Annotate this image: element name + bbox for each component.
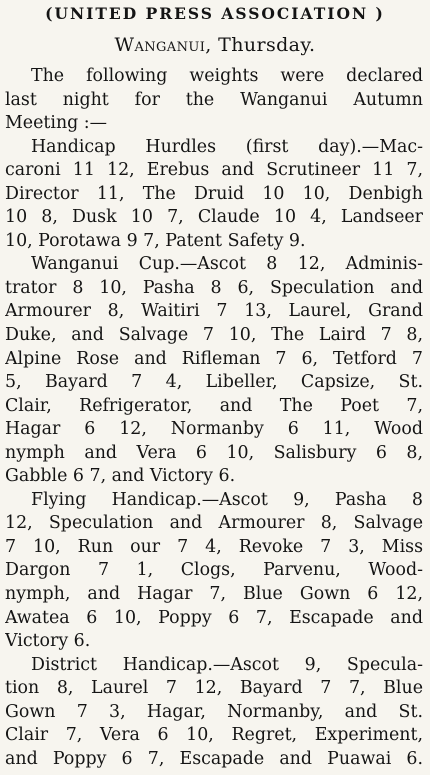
text-line: last night for the Wanganui Autumn: [5, 89, 423, 110]
text-line: trator 8 10, Pasha 8 6, Speculation and: [5, 277, 423, 298]
text-line: nymph and Vera 6 10, Salisbury 6 8,: [5, 442, 423, 463]
text-line: 12, Speculation and Armourer 8, Salvage: [5, 513, 423, 534]
text-line: Armourer 8, Waitiri 7 13, Laurel, Grand: [5, 301, 423, 322]
text-line: Flying Handicap.—Ascot 9, Pasha 8: [31, 489, 423, 510]
text-line: nymph, and Hagar 7, Blue Gown 6 12,: [5, 584, 423, 605]
dateline-town: Wanganui,: [114, 34, 212, 56]
text-line: Meeting :—: [5, 113, 108, 134]
agency-credit: (UNITED PRESS ASSOCIATION ): [45, 4, 385, 23]
text-line: The following weights were declared: [31, 66, 423, 86]
text-line: Victory 6.: [5, 631, 91, 652]
text-line: Gabble 6 7, and Victory 6.: [5, 466, 236, 487]
text-line: and Poppy 6 7, Escapade and Puawai 6.: [5, 748, 423, 769]
dateline-day: Thursday.: [218, 34, 316, 56]
text-line: 5, Bayard 7 4, Libeller, Capsize, St.: [5, 372, 423, 393]
text-line: Clair, Refrigerator, and The Poet 7,: [5, 395, 423, 416]
text-line: caroni 11 12, Erebus and Scrutineer 11 7,: [5, 160, 423, 181]
text-line: 7 10, Run our 7 4, Revoke 7 3, Miss: [5, 536, 423, 557]
text-line: Duke, and Salvage 7 10, The Laird 7 8,: [5, 325, 423, 346]
text-line: Wanganui Cup.—Ascot 8 12, Adminis-: [31, 254, 423, 275]
text-line: Hagar 6 12, Normanby 6 11, Wood: [5, 419, 423, 440]
text-line: Dargon 7 1, Clogs, Parvenu, Wood-: [5, 560, 423, 581]
text-line: Awatea 6 10, Poppy 6 7, Escapade and: [5, 607, 423, 628]
text-line: Handicap Hurdles (first day).—Mac-: [31, 136, 423, 157]
text-line: 10 8, Dusk 10 7, Claude 10 4, Landseer: [5, 207, 423, 228]
text-line: Gown 7 3, Hagar, Normanby, and St.: [5, 701, 423, 722]
text-line: tion 8, Laurel 7 12, Bayard 7 7, Blue: [5, 678, 423, 699]
text-line: Director 11, The Druid 10 10, Denbigh: [5, 183, 423, 204]
text-line: Alpine Rose and Rifleman 7 6, Tetford 7: [5, 348, 423, 369]
dateline: [0, 32, 430, 58]
text-line: District Handicap.—Ascot 9, Specula-: [31, 654, 423, 675]
text-line: 10, Porotawa 9 7, Patent Safety 9.: [5, 230, 306, 251]
article-body: [5, 65, 423, 771]
text-line: Clair 7, Vera 6 10, Regret, Experiment,: [5, 725, 423, 746]
